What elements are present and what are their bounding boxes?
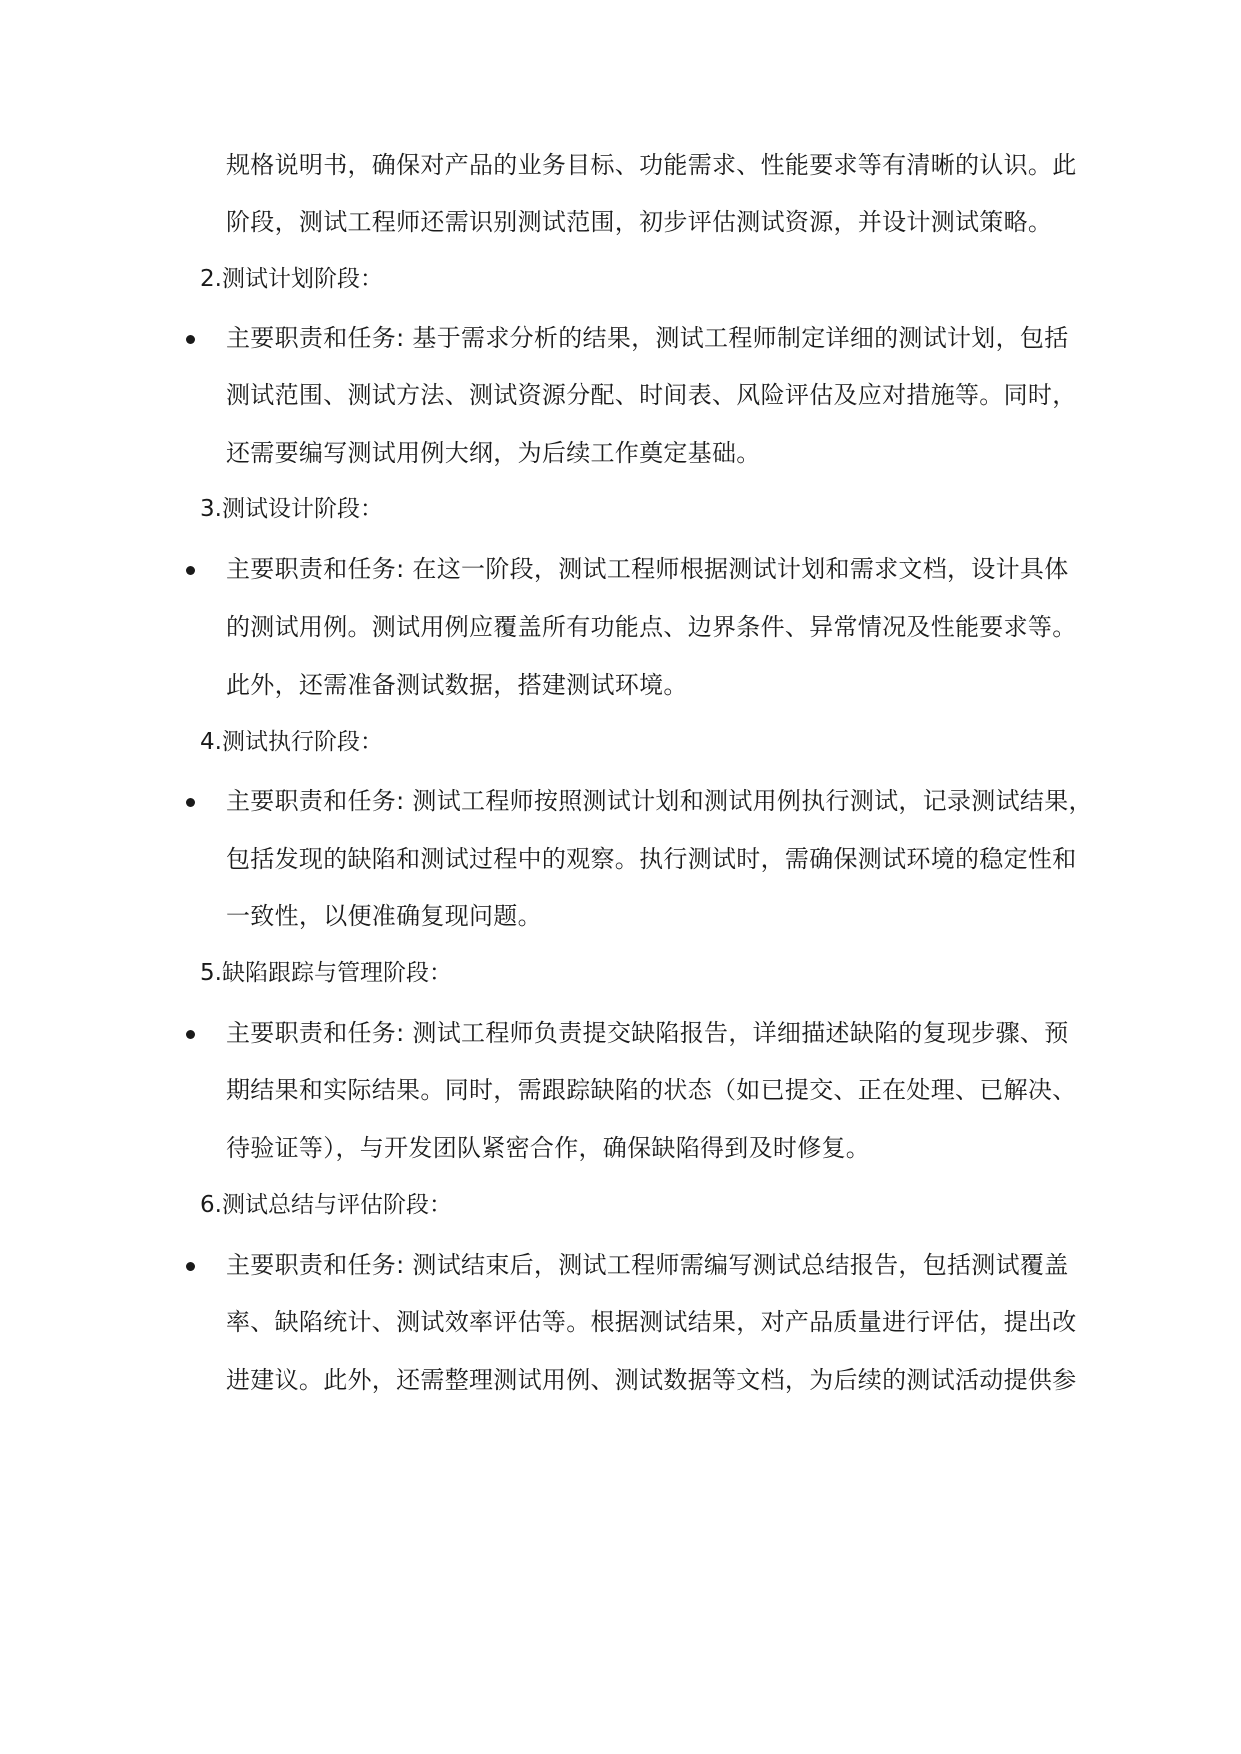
- intro-line: 阶段，测试工程师还需识别测试范围，初步评估测试资源，并设计测试策略。: [226, 208, 1053, 236]
- bullet-icon: [186, 1262, 195, 1271]
- bullet-icon: [186, 566, 195, 575]
- paragraph-line: 还需要编写测试用例大纲，为后续工作奠定基础。: [226, 439, 761, 467]
- paragraph-line: 测试范围、测试方法、测试资源分配、时间表、风险评估及应对措施等。同时，: [226, 381, 1077, 409]
- paragraph-line: 主要职责和任务: 测试结束后，测试工程师需编写测试总结报告，包括测试覆盖: [226, 1251, 1069, 1279]
- paragraph-line: 此外，还需准备测试数据，搭建测试环境。: [226, 671, 688, 699]
- paragraph-line: 主要职责和任务: 在这一阶段，测试工程师根据测试计划和需求文档，设计具体: [226, 555, 1069, 583]
- paragraph-line: 主要职责和任务: 测试工程师负责提交缺陷报告，详细描述缺陷的复现步骤、预: [226, 1019, 1069, 1047]
- paragraph-line: 包括发现的缺陷和测试过程中的观察。执行测试时，需确保测试环境的稳定性和: [226, 845, 1077, 873]
- section-heading: 4.测试执行阶段：: [200, 729, 383, 755]
- paragraph-line: 期结果和实际结果。同时，需跟踪缺陷的状态（如已提交、正在处理、已解决、: [226, 1076, 1077, 1104]
- bullet-icon: [186, 798, 195, 807]
- paragraph-line: 主要职责和任务: 基于需求分析的结果，测试工程师制定详细的测试计划，包括: [226, 324, 1069, 352]
- bullet-icon: [186, 1030, 195, 1039]
- paragraph-line: 主要职责和任务: 测试工程师按照测试计划和测试用例执行测试，记录测试结果，: [226, 787, 1093, 815]
- section-heading: 6.测试总结与评估阶段：: [200, 1192, 452, 1218]
- bullet-icon: [186, 335, 195, 344]
- section-heading: 2.测试计划阶段：: [200, 266, 383, 292]
- intro-line: 规格说明书，确保对产品的业务目标、功能需求、性能要求等有清晰的认识。此: [226, 151, 1077, 179]
- paragraph-line: 的测试用例。测试用例应覆盖所有功能点、边界条件、异常情况及性能要求等。: [226, 613, 1077, 641]
- paragraph-line: 一致性，以便准确复现问题。: [226, 902, 542, 930]
- section-heading: 3.测试设计阶段：: [200, 496, 383, 522]
- paragraph-line: 进建议。此外，还需整理测试用例、测试数据等文档，为后续的测试活动提供参: [226, 1366, 1077, 1394]
- section-heading: 5.缺陷跟踪与管理阶段：: [200, 960, 452, 986]
- paragraph-line: 待验证等），与开发团队紧密合作，确保缺陷得到及时修复。: [226, 1134, 871, 1162]
- paragraph-line: 率、缺陷统计、测试效率评估等。根据测试结果，对产品质量进行评估，提出改: [226, 1308, 1077, 1336]
